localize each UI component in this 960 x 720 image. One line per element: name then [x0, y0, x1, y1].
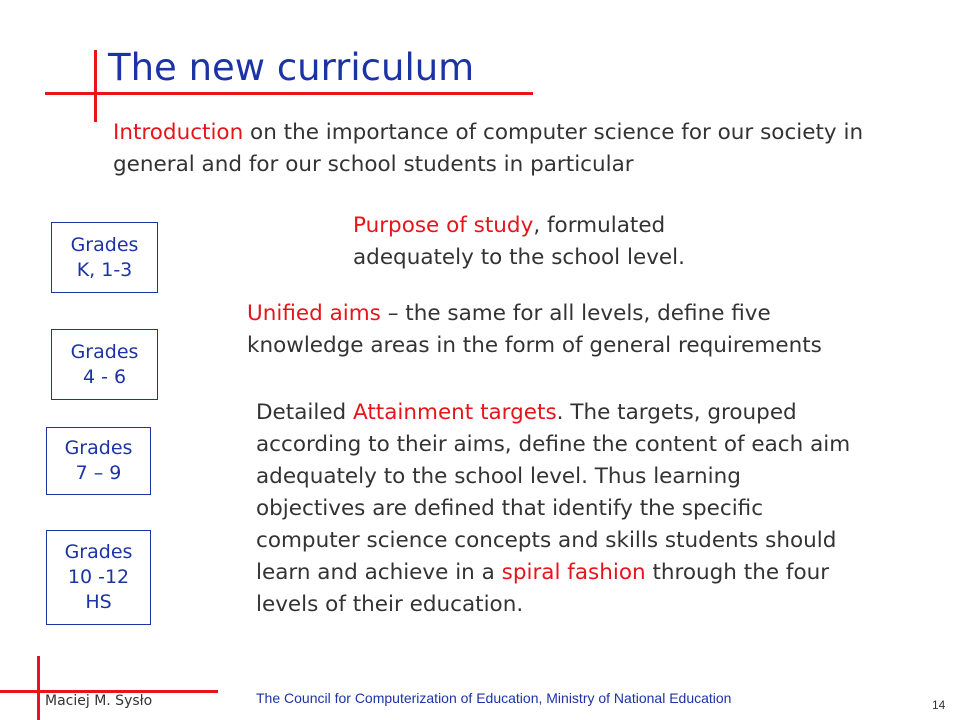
- grades-box-k-3: [51, 222, 158, 293]
- aims-text: – the same for all levels, define five knowledge areas in the form of general requirements: [247, 301, 822, 358]
- grades-box-range: 7 – 9: [75, 462, 122, 484]
- targets-paragraph: [256, 397, 856, 621]
- grades-box-7-9: [46, 427, 151, 495]
- purpose-paragraph: [353, 210, 733, 274]
- grades-box-range: K, 1-3: [76, 258, 133, 281]
- footer-author: Maciej M. Sysło: [45, 693, 153, 709]
- intro-paragraph: [113, 117, 913, 181]
- purpose-text: , formulated adequately to the school level.: [353, 213, 685, 270]
- targets-highlight: Attainment targets: [353, 400, 557, 425]
- spiral-highlight: spiral fashion: [501, 560, 646, 585]
- grades-box-label: Grades: [70, 340, 139, 363]
- title-vertical-line: [94, 50, 97, 122]
- footer-council: The Council for Computerization of Education, Ministry of National Education: [256, 690, 732, 706]
- footer-vertical-line: [37, 656, 40, 720]
- grades-box-range: 10 -12: [67, 566, 130, 588]
- intro-text: on the importance of computer science for our society in general and for our school students in particular: [113, 120, 864, 177]
- page-number: 14: [932, 698, 946, 712]
- grades-box-4-6: [51, 329, 158, 400]
- targets-suffix: through the four levels of their education.: [256, 560, 830, 617]
- targets-text: . The targets, grouped according to their aims, define the content of each aim adequately to the school level. Thus learning objectives are defined that identify the specific computer science concepts and skills students should learn and achieve in a: [256, 400, 851, 585]
- grades-box-level: HS: [85, 591, 112, 613]
- grades-box-label: Grades: [70, 233, 139, 256]
- grades-box-range: 4 - 6: [82, 365, 127, 388]
- intro-highlight: Introduction: [113, 120, 244, 145]
- aims-paragraph: [247, 298, 887, 362]
- grades-box-10-12: [46, 530, 151, 625]
- slide-title: The new curriculum: [108, 46, 475, 89]
- title-horizontal-line: [45, 92, 533, 95]
- aims-highlight: Unified aims: [247, 301, 381, 326]
- grades-box-label: Grades: [64, 437, 133, 459]
- purpose-highlight: Purpose of study: [353, 213, 534, 238]
- targets-prefix: Detailed: [256, 400, 354, 425]
- grades-box-label: Grades: [64, 541, 133, 563]
